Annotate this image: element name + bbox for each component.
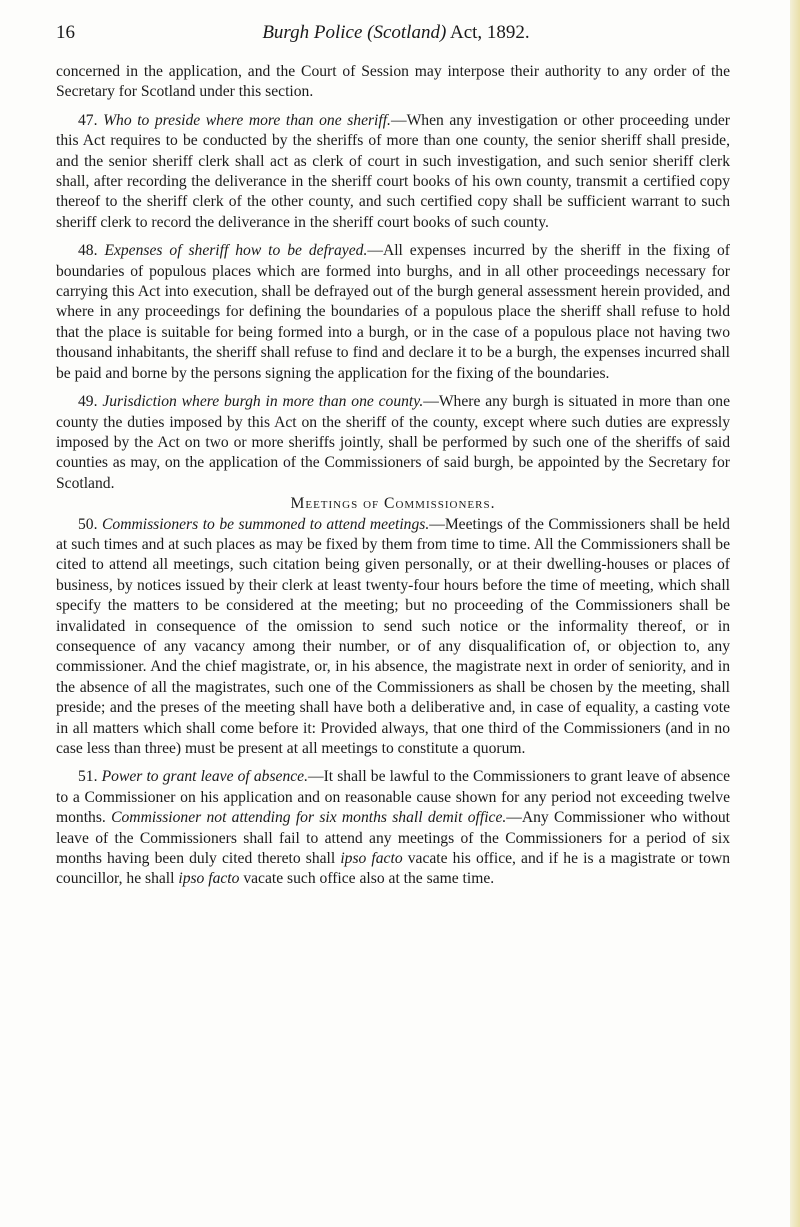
running-title-act: Act, 1892.	[446, 22, 530, 43]
section-heading: Jurisdiction where burgh in more than one county.	[102, 393, 424, 411]
section-number: 51.	[78, 768, 98, 786]
section-text-a: It shall be lawful to the Commissioners to grant leave of absence to a Commissioner on his application and on reasonable cause shown for any period not exceeding twelve months.	[56, 768, 730, 827]
section-48: 48. Expenses of sheriff how to be defrayed.—All expenses incurred by the sheriff in the fixing of boundaries of populous places which are formed into burghs, and in all other proceedings necessary for carrying this Act into execution, shall be defrayed out of the burgh general assessment herein provided, and where in any proceedings for defining the boundaries of a populous place the sheriff shall refuse to hold that the place is suitable for being formed into a burgh, or in the case of a populous place not having two thousand inhabitants, the sheriff shall refuse to find and declare it to be a burgh, the expenses incurred shall be paid and borne by the persons signing the application for the fixing of the boundaries.	[56, 242, 730, 382]
section-subheading: Commissioner not attending for six months shall demit office.	[111, 809, 507, 827]
page-header	[56, 18, 736, 48]
section-text: Where any burgh is situated in more than one county the duties imposed by this Act on the sheriff of the county, except where such duties are expressly imposed by the Act on two or more sheriffs jointly, shall be performed by such one of the sheriffs of said counties as may, on the application of the Commissioners of said burgh, be appointed by the Secretary for Scotland.	[56, 393, 730, 492]
section-number: 50.	[78, 515, 98, 533]
section-50: 50. Commissioners to be summoned to attend meetings.—Meetings of the Commissioners shall be held at such times and at such places as may be fixed by them from time to time. All the Commissioners shall be cited to attend all meetings, such citation being given personally, or at their dwelling-houses or places of business, by notices issued by their clerk at least twenty-four hours before the time of meeting, which shall specify the matters to be considered at the meeting; but no proceeding of the Commissioners shall be invalidated in consequence of the omission to send such notice or the informality thereof, or in consequence of any vacancy among their number, or of any disqualification of, or objection to, any commissioner. And the chief magistrate, or, in his absence, the magistrate next in order of seniority, and in the absence of all the magistrates, such one of the Commissioners as shall be chosen by the meeting, shall preside; and the preses of the meeting shall have both a deliberative and, in case of equality, a casting vote in all matters which shall come before it: Provided always, that one third of the Commissioners (and in no case less than three) must be present at all meetings to constitute a quorum.	[56, 515, 730, 757]
section-text-b: Any Commissioner who without leave of the Commissioners shall fail to attend any meetings of the Commissioners for a period of six months having been duly cited thereto shall	[56, 809, 731, 868]
page-number: 16	[56, 22, 75, 43]
section-heading: Commissioners to be summoned to attend meetings.	[102, 515, 430, 533]
section-text-d: vacate such office also at the same time.	[239, 870, 495, 888]
running-title	[56, 22, 736, 44]
section-51: 51. Power to grant leave of absence.—It shall be lawful to the Commissioners to grant leave of absence to a Commissioner on his application and on reasonable cause shown for any period not exceeding twelve months. Commissioner not attending for six months shall demit office.—Any Commissioner who without leave of the Commissioners shall fail to attend any meetings of the Commissioners for a period of six months having been duly cited thereto shall ipso facto vacate his office, and if he is a magistrate or town councillor, he shall ipso facto vacate such office also at the same time.	[56, 768, 731, 888]
group-heading: Meetings of Commissioners.	[290, 495, 496, 513]
latin-phrase: ipso facto	[340, 850, 403, 868]
section-text: When any investigation or other proceeding under this Act requires to be conducted by the sheriffs of more than one county, the senior sheriff shall preside, and the senior sheriff clerk shall act as clerk of court in such investigation, and such senior sheriff clerk shall, after recording the deliverance in the sheriff court books of his own county, transmit a certified copy thereof to the sheriff clerk of the other county, and such certified copy shall be sufficient warrant to such sheriff clerk to record the deliverance in the sheriff court books of such county.	[56, 111, 730, 231]
section-text: All expenses incurred by the sheriff in the fixing of boundaries of populous places which are formed into burghs, and in all other proceedings necessary for carrying this Act into execution, shall be defrayed out of the burgh general assessment herein provided, and where in any proceedings for defining the boundaries of a populous place the sheriff shall refuse to hold that the place is suitable for being formed into a burgh, or in the case of a populous place not having two thousand inhabitants, the sheriff shall refuse to find and declare it to be a burgh, the expenses incurred shall be paid and borne by the persons signing the application for the fixing of the boundaries.	[56, 242, 730, 382]
intro-paragraph: concerned in the application, and the Court of Session may interpose their authority to any order of the Secretary for Scotland under this section.	[56, 63, 730, 101]
page-body	[56, 62, 730, 890]
section-number: 49.	[78, 393, 98, 411]
section-number: 48.	[78, 242, 98, 260]
section-heading: Who to preside where more than one sheriff.	[103, 111, 391, 129]
section-heading: Expenses of sheriff how to be defrayed.	[104, 242, 368, 260]
section-number: 47.	[78, 111, 98, 129]
section-heading: Power to grant leave of absence.	[101, 768, 308, 786]
section-text: Meetings of the Commissioners shall be held at such times and at such places as may be fixed by them from time to time. All the Commissioners shall be cited to attend all meetings, such citation being given personally, or at their dwelling-houses or places of business, by notices issued by their clerk at least twenty-four hours before the time of meeting, which shall specify the matters to be considered at the meeting; but no proceeding of the Commissioners shall be invalidated in consequence of the omission to send such notice or the informality thereof, or in consequence of any vacancy among their number, or of any disqualification of, or objection to, any commissioner. And the chief magistrate, or, in his absence, the magistrate next in order of seniority, and in the absence of all the magistrates, such one of the Commissioners as shall be chosen by the meeting, shall preside; and the preses of the meeting shall have both a deliberative and, in case of equality, a casting vote in all matters which shall come before it: Provided always, that one third of the Commissioners (and in no case less than three) must be present at all meetings to constitute a quorum.	[56, 515, 730, 757]
section-47: 47. Who to preside where more than one sheriff.—When any investigation or other proceeding under this Act requires to be conducted by the sheriffs of more than one county, the senior sheriff shall preside, and the senior sheriff clerk shall act as clerk of court in such investigation, and such senior sheriff clerk shall, after recording the deliverance in the sheriff court books of his own county, transmit a certified copy thereof to the sheriff clerk of the other county, and such certified copy shall be sufficient warrant to such sheriff clerk to record the deliverance in the sheriff court books of such county.	[56, 111, 730, 231]
latin-phrase: ipso facto	[178, 870, 240, 888]
page-edge	[790, 0, 800, 1227]
section-text-c: vacate his office, and if he is a magistrate or town councillor, he shall	[56, 850, 730, 888]
section-49: 49. Jurisdiction where burgh in more than one county.—Where any burgh is situated in more than one county the duties imposed by this Act on the sheriff of the county, except where such duties are expressly imposed by the Act on two or more sheriffs jointly, shall be performed by such one of the sheriffs of said counties as may, on the application of the Commissioners of said burgh, be appointed by the Secretary for Scotland.	[56, 393, 730, 492]
running-title-italic: Burgh Police (Scotland)	[262, 22, 447, 43]
